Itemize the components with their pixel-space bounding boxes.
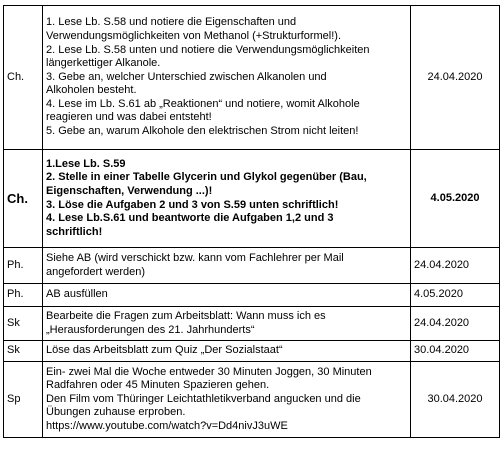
subject-cell: Ch. — [4, 6, 43, 150]
subject-cell: Ch. — [4, 150, 43, 248]
task-line: 1. Lese Lb. S.58 und notiere die Eigenschaften und — [46, 16, 297, 29]
date-cell: 24.04.2020 — [411, 248, 500, 284]
table-row — [4, 248, 500, 284]
date-cell: 30.04.2020 — [411, 341, 500, 362]
task-line: Radfahren oder 45 Minuten Spazieren gehen. — [46, 379, 270, 392]
task-line: Löse das Arbeitsblatt zum Quiz „Der Sozialstaat“ — [46, 344, 283, 357]
table-row — [4, 362, 500, 438]
date-cell: 4.05.2020 — [411, 284, 500, 307]
task-line: „Herausforderungen des 21. Jahrhunderts“ — [46, 323, 255, 336]
task-cell — [43, 248, 411, 284]
task-cell — [43, 6, 411, 150]
date-cell: 24.04.2020 — [411, 307, 500, 341]
task-line: 4. Lese im Lb. S.61 ab „Reaktionen“ und notiere, womit Alkohole — [46, 97, 360, 110]
task-line: Siehe AB (wird verschickt bzw. kann vom Fachlehrer per Mail — [46, 251, 344, 264]
task-line: 5. Gebe an, warum Alkohole den elektrischen Strom nicht leiten! — [46, 125, 359, 138]
task-line: 1.Lese Lb. S.59 — [46, 157, 126, 170]
table-row — [4, 307, 500, 341]
task-line: AB ausfüllen — [46, 288, 108, 301]
task-line: schriftlich! — [46, 225, 103, 238]
task-line: Übungen zuhause erproben. — [46, 406, 186, 419]
table-row — [4, 341, 500, 362]
subject-cell: Sk — [4, 341, 43, 362]
assignment-table — [3, 5, 500, 438]
task-line: reagieren und was dabei entsteht! — [46, 111, 212, 124]
task-cell — [43, 341, 411, 362]
table-row — [4, 150, 500, 248]
task-line: angefordert werden) — [46, 265, 146, 278]
task-line: 2. Lese Lb. S.58 unten und notiere die Verwendungsmöglichkeiten — [46, 43, 370, 56]
task-line: Eigenschaften, Verwendung ...)! — [46, 184, 213, 197]
date-cell: 4.05.2020 — [411, 150, 500, 248]
task-line: Verwendungsmöglichkeiten von Methanol (+Strukturformel!). — [46, 29, 342, 42]
task-cell — [43, 284, 411, 307]
task-cell — [43, 307, 411, 341]
subject-cell: Ph. — [4, 248, 43, 284]
table-row — [4, 6, 500, 150]
task-line: 4. Lese Lb.S.61 und beantworte die Aufgaben 1,2 und 3 — [46, 212, 334, 225]
task-line: längerkettiger Alkanole. — [46, 57, 161, 70]
task-line: Alkoholen besteht. — [46, 84, 137, 97]
task-line: 2. Stelle in einer Tabelle Glycerin und Glykol gegenüber (Bau, — [46, 171, 367, 184]
table-row — [4, 284, 500, 307]
subject-cell: Ph. — [4, 284, 43, 307]
subject-cell: Sp — [4, 362, 43, 438]
subject-cell: Sk — [4, 307, 43, 341]
date-cell: 24.04.2020 — [411, 6, 500, 150]
task-line: Ein- zwei Mal die Woche entweder 30 Minuten Joggen, 30 Minuten — [46, 365, 372, 378]
task-line: 3. Löse die Aufgaben 2 und 3 von S.59 unten schriftlich! — [46, 198, 339, 211]
task-line: Bearbeite die Fragen zum Arbeitsblatt: Wann muss ich es — [46, 309, 326, 322]
task-line: Den Film vom Thüringer Leichtathletikverband angucken und die — [46, 392, 361, 405]
task-cell — [43, 150, 411, 248]
task-line: 3. Gebe an, welcher Unterschied zwischen Alkanolen und — [46, 70, 327, 83]
video-link[interactable]: https://www.youtube.com/watch?v=Dd4nivJ3uWE — [46, 419, 288, 432]
task-cell — [43, 362, 411, 438]
date-cell: 30.04.2020 — [411, 362, 500, 438]
